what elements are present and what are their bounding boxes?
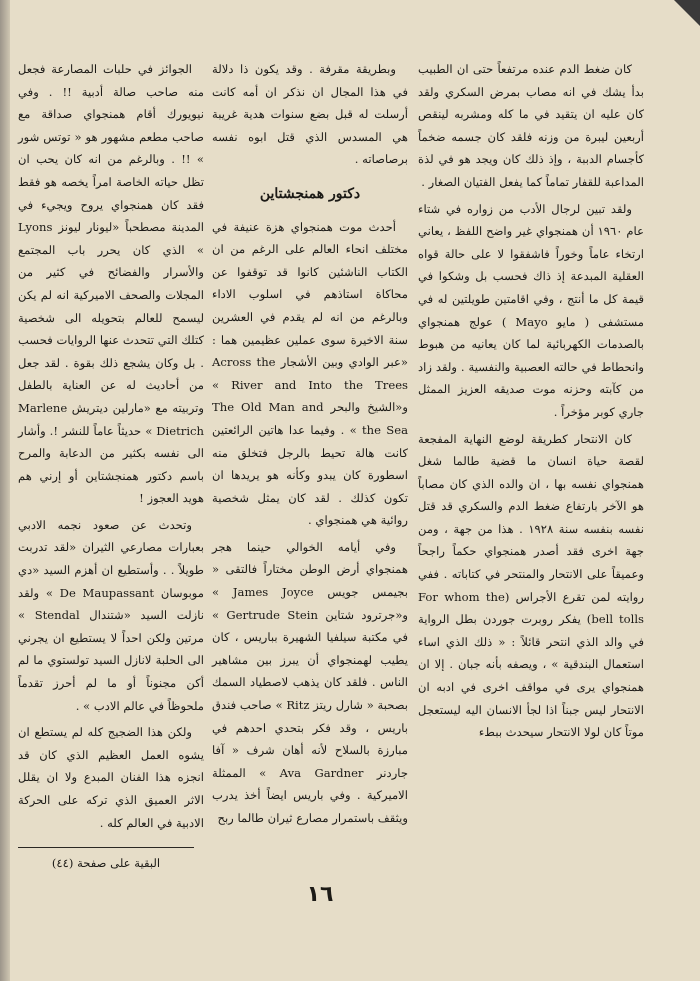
text-column-right	[418, 58, 644, 748]
divider-rule	[18, 847, 194, 848]
continued-note: البقية على صفحة (٤٤)	[51, 856, 161, 870]
paragraph: الجوائز في حلبات المصارعة فجعل منه صاحب صالة أدبية !! . وفي نيويورك أقام همنجواي صداقة مع صاحب مطعم مشهور هو « توتس شور » !! . وبالرغم من انه كان يحب ان تظل حياته الخاصة امراً يخصه هو فقط فقد كان همنجواي يروح ويجيء في المدينة مصطحباً «ليونار ليونز Lyons » الذي كان يحرر باب المجتمع والأسرار والفضائح في كثير من المجلات والصحف الاميركية انه لم يكن ليسمح للعالم بتحويله الى شخصية كتلك التي تتحدث عنها الروايات فحسب . بل وكان يشجع ذلك بقوة . لقد جعل من أحاديث له عن العناية بالطفل وتربيته مع «مارلين ديتريش Marlene Dietrich » حديثاً عاماً للنشر !. وأشار الى نفسه بكثير من الدعابة والمرح باسم دكتور همنجشتاين أو إرني هم هويد العجوز !	[18, 62, 204, 506]
text-column-left	[18, 58, 204, 838]
section-heading: دكتور همنجشتاين	[259, 185, 361, 202]
folded-corner	[674, 0, 700, 26]
page-spine-shadow	[0, 0, 10, 981]
paragraph: وبطريقة مقرفة . وقد يكون ذا دلالة في هذا المجال ان نذكر ان أمه كانت أرسلت له قبل بضع سنوات هدية غريبة هي المسدس الذي قتل ابوه نفسه برصاصاته .	[212, 62, 408, 167]
text-column-middle	[212, 58, 408, 834]
paragraph: أحدث موت همنجواي هزة عنيفة في مختلف انحاء العالم على الرغم من ان الكتاب الناشئين كانوا قد توقفوا عن محاكاة استاذهم في اسلوب الاداء وبالرغم من انه لم يقدم في العشرين سنة الاخيرة سوى عملين عظيمين هما : «عبر الوادي وبين الأشجار Across the River and Into the Trees » و«الشيخ والبحر The Old Man and the Sea » . وفيما عدا هاتين الرائعتين كانت هالة تحيط بالرجل فتخلق منه اسطورة كان يبدو وكأنه هو يريدها ان تكون كذلك . لقد كان يمثل شخصية روائية هي همنجواي .	[212, 219, 409, 528]
paragraph: وفي أيامه الخوالي حينما هجر همنجواي أرض الوطن مختاراً فالتقى « بجيمس جويس James Joyce » و«جرترود شتاين Gertrude Stein » في مكتبة سيلفيا الشهيرة بباريس ، كان يطيب لهمنجواي أن يبرز بين مشاهير الناس . فلقد كان يذهب لاصطياد السمك بصحبة « شارل ريتز Ritz » صاحب فندق باريس ، وقد فكر بتحدي احدهم في مبارزة بالسلاح لأنه أهان شرف « آفا جاردنر Ava Gardner » الممثلة الاميركية . وفي باريس ايضاً أخذ يدرب ويثقف باستمرار مصارع ثيران طالما ربح	[212, 539, 409, 825]
paragraph: كان ضغط الدم عنده مرتفعاً حتى ان الطبيب بدأ يشك في انه مصاب بمرض السكري ولقد كان عليه ان يتقيد في ما كله ومشربه لينقص أربعين ليبرة من وزنه فلقد كان جسمه ضخماً كأجسام الدببة ، وإذ ذلك كان ويجد هو في لذة المداعبة للقفار تماماً كما يفعل الفتيان الصغار .	[418, 62, 644, 189]
paragraph: وتحدث عن صعود نجمه الادبي بعبارات مصارعي الثيران «لقد تدربت طويلاً . . وأستطيع ان أهزم السيد «دي موبوسان De Maupassant » ولقد نازلت السيد «شتندال Stendal » مرتين ولكن احداً لا يستطيع ان يجرني الى الحلبة لانازل السيد تولستوي ما لم أكن مجنوناً أو ما لم أحرز تقدماً ملحوظاً في عالم الادب » .	[18, 517, 204, 713]
page-number: ١٦	[306, 882, 334, 907]
paragraph: ولقد تبين لرجال الأدب من زواره في شتاء عام ١٩٦٠ أن همنجواي غير واضح اللفظ ، يعاني ارتخاء عاماً وخوراً فاشفقوا لا على حالة قواه العقلية المبدعة إذ ذاك فحسب بل وشكوا في قيمة كل ما أنتج ، وفي اقامتين طويلتين له في مستشفى ( مايو Mayo ) عولج همنجواي بالصدمات الكهربائية لما كان يعانيه من هبوط وانحطاط في حالته العصبية والنفسية . ولقد زاد من كآبته وحزنه موت صديقه العزيز الممثل جاري كوبر مؤخراً .	[418, 201, 644, 419]
paragraph: ولكن هذا الضجيج كله لم يستطع ان يشوه العمل العظيم الذي كان قد انجزه هذا الفنان المبدع ولا ان يقلل الاثر العميق الذي تركه على الحركة الادبية في العالم كله .	[18, 725, 204, 830]
paragraph: كان الانتحار كطريقة لوضع النهاية المفجعة لقصة حياة انسان ما قضية طالما شغل همنجواي نفسه بها ، ان والده الذي كان مصاباً هو الآخر بارتفاع ضغط الدم والسكري قد قتل نفسه بنفسه سنة ١٩٢٨ . هذا من جهة ، ومن جهة اخرى فقد أصدر همنجواي حكماً راجحاً وعميقاً على الانتحار والمنتحر في كتاباته . ففي روايته لمن تقرع الأجراس (For whom the bell tolls) يفكر روبرت جوردن بطل الرواية في والد الذي انتحر قائلاً : « ذلك الذي اساء استعمال البندقية » ، ويصفه بأنه جبان . إلا ان همنجواي يرى في مواقف اخرى في ادبه ان الانتحار ليس جبناً اذا لجأ الانسان اليه ليستعجل موتاً كان لولا الانتحار سيحدث ببطء	[418, 431, 644, 740]
